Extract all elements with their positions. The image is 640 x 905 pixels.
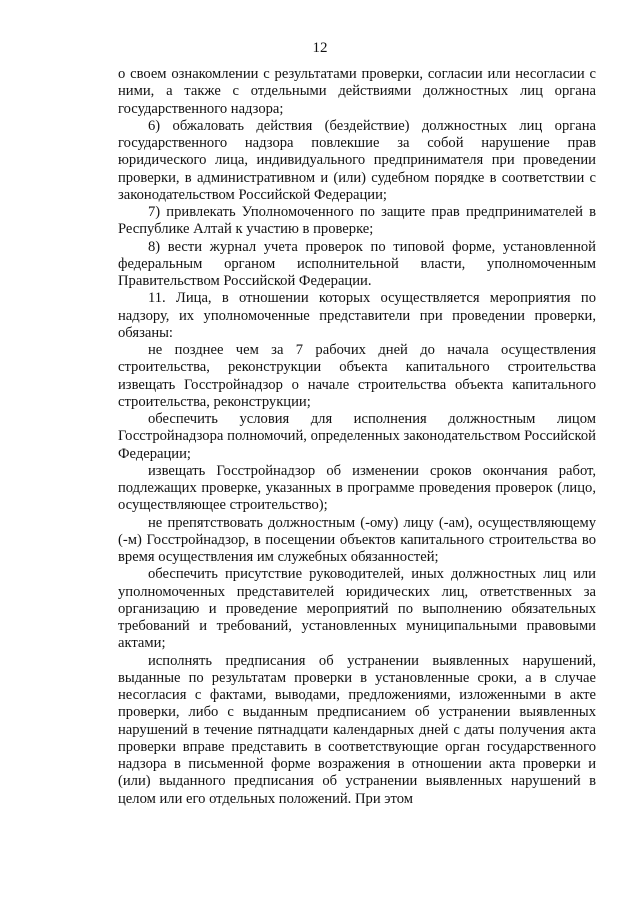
paragraph: исполнять предписания об устранении выявленных нарушений, выданные по результатам проверки в установленные сроки, а в случае несогласия с фактами, выводами, предложениями, изложенными в акте проверки, либо с выданным предписанием об устранении выявленных нарушений в течение пятнадцати календарных дней с даты получения акта проверки вправе представить в соответствующие орган государственного надзора в письменной форме возражения в отношении акта проверки и (или) выданного предписания об устранении выявленных нарушений в целом или его отдельных положений. При этом bbox=[118, 652, 596, 807]
paragraph: не препятствовать должностным (-ому) лицу (-ам), осуществляющему (-м) Госстройнадзор, в посещении объектов капитального строительства во время осуществления им служебных обязанностей; bbox=[118, 514, 596, 565]
paragraph: 7) привлекать Уполномоченного по защите прав предпринимателей в Республике Алтай к участию в проверке; bbox=[118, 204, 596, 238]
document-body bbox=[118, 66, 596, 808]
paragraph: 6) обжаловать действия (бездействие) должностных лиц органа государственного надзора повлекшие за собой нарушение прав юридического лица, индивидуального предпринимателя при проведении проверки, в административном и (или) судебном порядке в соответствии с законодательством Российской Федерации; bbox=[118, 117, 596, 203]
paragraph: обеспечить присутствие руководителей, иных должностных лиц или уполномоченных представителей юридических лиц, ответственных за организацию и проведение мероприятий по выполнению обязательных требований и требований, установленных муниципальными правовыми актами; bbox=[118, 566, 596, 652]
paragraph: не позднее чем за 7 рабочих дней до начала осуществления строительства, реконструкции объекта капитального строительства извещать Госстройнадзор о начале строительства объекта капитального строительства, реконструкции; bbox=[118, 342, 596, 410]
paragraph: 8) вести журнал учета проверок по типовой форме, установленной федеральным органом исполнительной власти, уполномоченным Правительством Российской Федерации. bbox=[118, 238, 596, 289]
paragraph: обеспечить условия для исполнения должностным лицом Госстройнадзора полномочий, определенных законодательством Российской Федерации; bbox=[118, 411, 596, 462]
page-number: 12 bbox=[312, 40, 328, 56]
paragraph: извещать Госстройнадзор об изменении сроков окончания работ, подлежащих проверке, указанных в программе проведения проверок (лицо, осуществляющее строительство); bbox=[118, 462, 596, 514]
paragraph: 11. Лица, в отношении которых осуществляется мероприятия по надзору, их уполномоченные представители при проведении проверки, обязаны: bbox=[118, 290, 596, 341]
paragraph: о своем ознакомлении с результатами проверки, согласии или несогласии с ними, а также с отдельными действиями должностных лиц органа государственного надзора; bbox=[118, 66, 596, 117]
